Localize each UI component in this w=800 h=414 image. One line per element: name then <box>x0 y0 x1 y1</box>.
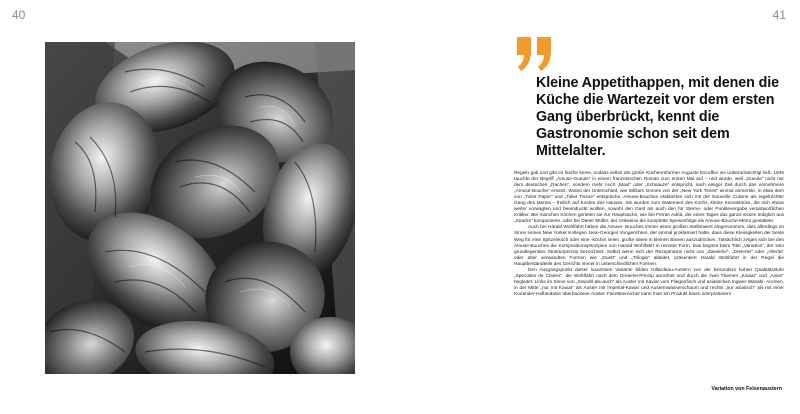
body-text <box>514 171 784 298</box>
oysters-photo <box>45 42 355 374</box>
page-number-left: 40 <box>12 8 26 22</box>
body-paragraph: Regeln gab und gibt es hierfür keine, sodass selbst der große Küchenreformer Auguste Escoffier sie unberücksichtigt ließ. 1946 tauchte der Begriff „Amuse-Gueule“ in einem französischen Roman zum ersten Mal auf – und wurde, weil „Gueule“ nicht nur dem deutschen „Rachen“, sondern mehr noch „Maul“ oder „Schnauze“ entspricht, nach einiger Zeit durch das vornehmere „Amuse-Bouche“ ersetzt. Wobei der Unterschied, wie William Grimes von der „New York Times“ einmal anmerkte, in etwa dem von „Toilet Paper“ und „Toilet Tissue“ entspräche. Amuse-Bouches etablierten sich mit der Nouvelle Cuisine als regelrechter Gang des Menüs – freilich auf Kosten des Hauses. Sie wurden zum Statement des Kochs, kleine Kunststücke, die sich etwas weiter vorwagten und beeindruckt wollten, sowohl den Gast als auch den für Sterne- oder Punktevergabe verantwortlichen Kritiker. Bei manchen Köchen gerieten sie zur Hauptsache, wie bei Ferran Adrià, der eines Tages das ganze Essen lediglich aus „Snacks“ komponierte, oder bei Dieter Müller, der zeitweise die komplette Speisenfolge als Amuse-Bouche-Menü gestaltete. <box>514 171 784 225</box>
headline: Kleine Appetithappen, mit denen die Küche die Wartezeit vor dem ersten Gang überbrückt, kennt die Gastronomie schon seit dem Mittelalter. <box>536 75 780 159</box>
body-paragraph: Den Ausgangspunkt dieser luxuriösen Variante bilden Gillardeau-Austern von der besonders hohen Qualitätsstufe „Speciales de Claires“, die Wohlfahrt nach dem Dreierlei-Prinzip anordnet und durch die zwei Themen „Kaviar“ und „Asien“ begleitet: Links im Sinne von „Sowohl-als-auch“ als Auster mit Kaviar vom Fliegenfisch und asiatischen Ingwer-Wasabi- Aromen, in der Mitte „nur mit Kaviar“ als Auster mit Imperial-Kaviar und Austernwasserschaum und rechts „nur asiatisch“ als mit einer Koriander-Hollandaise überbackene Auster. Facettenreicher kann man ein Produkt kaum interpretieren! <box>514 267 784 297</box>
quote-mark-icon <box>515 37 555 71</box>
page-number-right: 41 <box>772 8 786 22</box>
photo-caption: Variation von Felsenaustern <box>711 386 782 392</box>
body-paragraph: Auch bei Harald Wohlfahrt haben die Amuse- Bouches immer einen großen Stellenwert eingenommen, dies allerdings im Sinne seines New Yorker Kollegen Jean-Georges Vongerichten, der einmal proklamiert hatte, dass diese Kleinigkeiten der beste Weg für eine Spitzenkoch oder eine -köchin seien, große Ideen in kleinen Bissen auszudrücken. Tatsächlich zeigen sich bei den Amuse-Bouches die Kompositionsprinzipien von Harald Wohlfahrt in reinster Form. Das beginnt beim Titel „Variation“, der sein grundlegendes Strukturprinzip bezeichnet. Selbst wenn sich der Rezeptname nicht von „Zweierlei“, „Dreierlei“ oder „Allerlei“ oder aber verwandten Formen wie „Duett“ und „Trilogie“ ableitet, präsentiert Harald Wohlfahrt in der Regel die Hauptbestandteile des Gerichts immer in unterschiedlichen Formen. <box>514 225 784 267</box>
